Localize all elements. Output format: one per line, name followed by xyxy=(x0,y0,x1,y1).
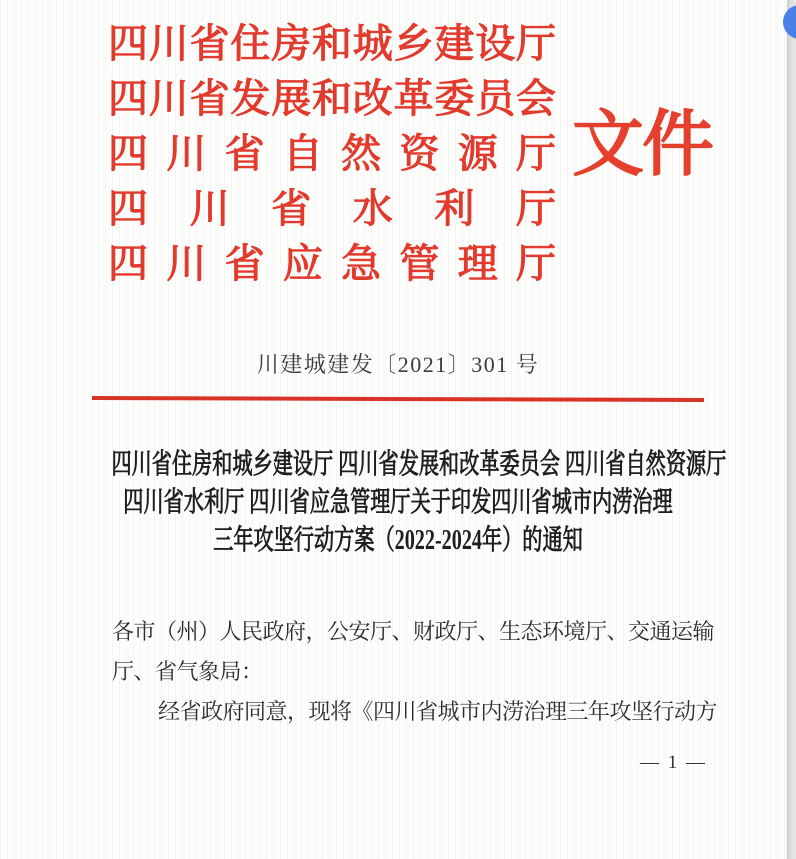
title-line-2: 四川省水利厅 四川省应急管理厅关于印发四川省城市内涝治理 xyxy=(123,487,673,518)
agency-line-natural-resources: 四川省自然资源厅 xyxy=(108,131,556,176)
agency-line-housing: 四川省住房和城乡建设厅 xyxy=(108,21,556,66)
doc-reference-number: 川建城建发〔2021〕301 号 xyxy=(256,352,540,377)
body-paragraph-line: 经省政府同意，现将《四川省城市内涝治理三年攻坚行动方 xyxy=(158,699,718,724)
letterhead-agency-block xyxy=(108,16,556,291)
document-title xyxy=(0,446,796,560)
title-line-1: 四川省住房和城乡建设厅 四川省发展和改革委员会 四川省自然资源厅 xyxy=(111,449,727,480)
scan-edge-strip xyxy=(787,0,796,859)
title-line-3: 三年攻坚行动方案（2022-2024年）的通知 xyxy=(213,525,583,556)
floating-action-button[interactable] xyxy=(783,5,796,39)
recipients-line-1: 各市（州）人民政府，公安厅、财政厅、生态环境厅、交通运输 xyxy=(112,619,715,644)
document-body xyxy=(112,612,724,732)
page-number: — 1 — xyxy=(640,752,707,773)
doc-type-label: 文件 xyxy=(572,105,713,185)
red-divider-line xyxy=(92,396,704,401)
agency-line-emergency-management: 四川省应急管理厅 xyxy=(108,241,556,286)
recipients-line-2: 厅、省气象局： xyxy=(112,659,263,684)
agency-line-development-reform: 四川省发展和改革委员会 xyxy=(108,76,556,121)
agency-line-water-resources: 四川省水利厅 xyxy=(108,186,556,231)
